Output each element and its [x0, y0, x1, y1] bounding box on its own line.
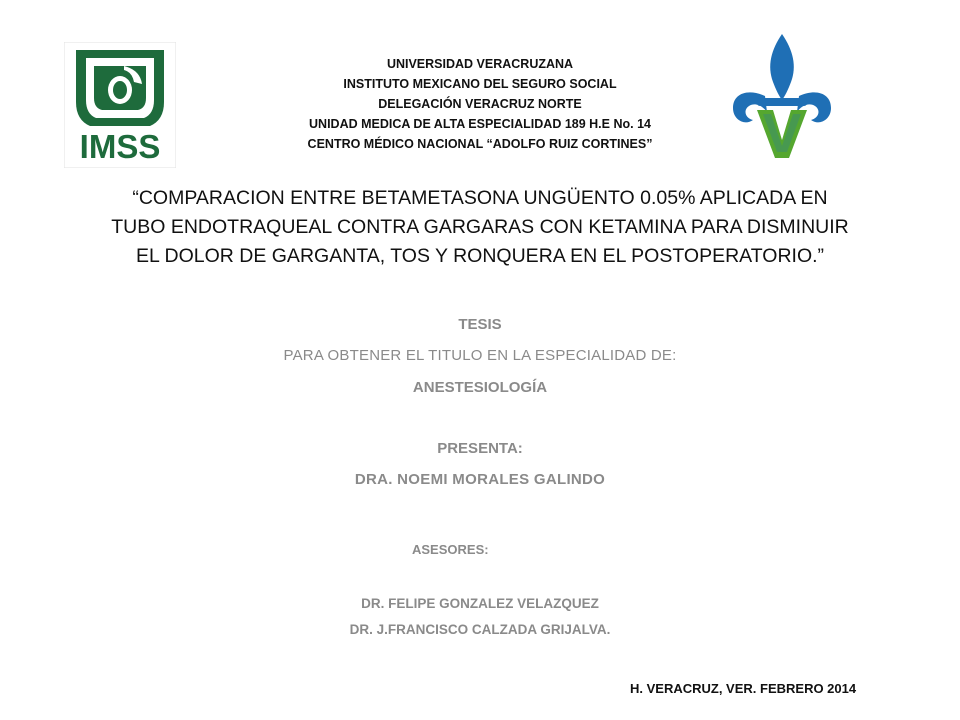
advisor-name: DR. FELIPE GONZALEZ VELAZQUEZ — [361, 596, 599, 611]
presents-label: PRESENTA: — [437, 440, 523, 457]
author-name: DRA. NOEMI MORALES GALINDO — [354, 471, 606, 488]
uv-logo — [727, 32, 837, 162]
imss-logo-text: IMSS — [79, 128, 161, 165]
thesis-title-line: EL DOLOR DE GARGANTA, TOS Y RONQUERA EN EL POSTOPERATORIO.” — [135, 245, 825, 267]
place-and-date: H. VERACRUZ, VER. FEBRERO 2014 — [630, 681, 857, 696]
thesis-title-line: TUBO ENDOTRAQUEAL CONTRA GARGARAS CON KETAMINA PARA DISMINUIR — [111, 216, 849, 238]
specialty-name: ANESTESIOLOGÍA — [412, 379, 548, 396]
imss-logo — [64, 42, 176, 168]
thesis-title-line: “COMPARACION ENTRE BETAMETASONA UNGÜENTO 0.05% APLICADA EN — [132, 187, 828, 209]
institution-line-center: CENTRO MÉDICO NACIONAL “ADOLFO RUIZ CORTINES” — [307, 137, 653, 151]
institution-header — [230, 54, 730, 154]
institution-line-university: UNIVERSIDAD VERACRUZANA — [386, 57, 574, 71]
thesis-label: TESIS — [458, 316, 502, 333]
institution-line-unit: UNIDAD MEDICA DE ALTA ESPECIALIDAD 189 H.E No. 14 — [309, 117, 651, 131]
thesis-title — [40, 184, 920, 271]
advisor-name: DR. J.FRANCISCO CALZADA GRIJALVA. — [349, 622, 611, 637]
advisors-label: ASESORES: — [412, 542, 489, 557]
institution-line-delegation: DELEGACIÓN VERACRUZ NORTE — [378, 97, 582, 111]
degree-purpose-text: PARA OBTENER EL TITULO EN LA ESPECIALIDAD DE: — [283, 347, 677, 364]
institution-line-imss: INSTITUTO MEXICANO DEL SEGURO SOCIAL — [343, 77, 617, 91]
